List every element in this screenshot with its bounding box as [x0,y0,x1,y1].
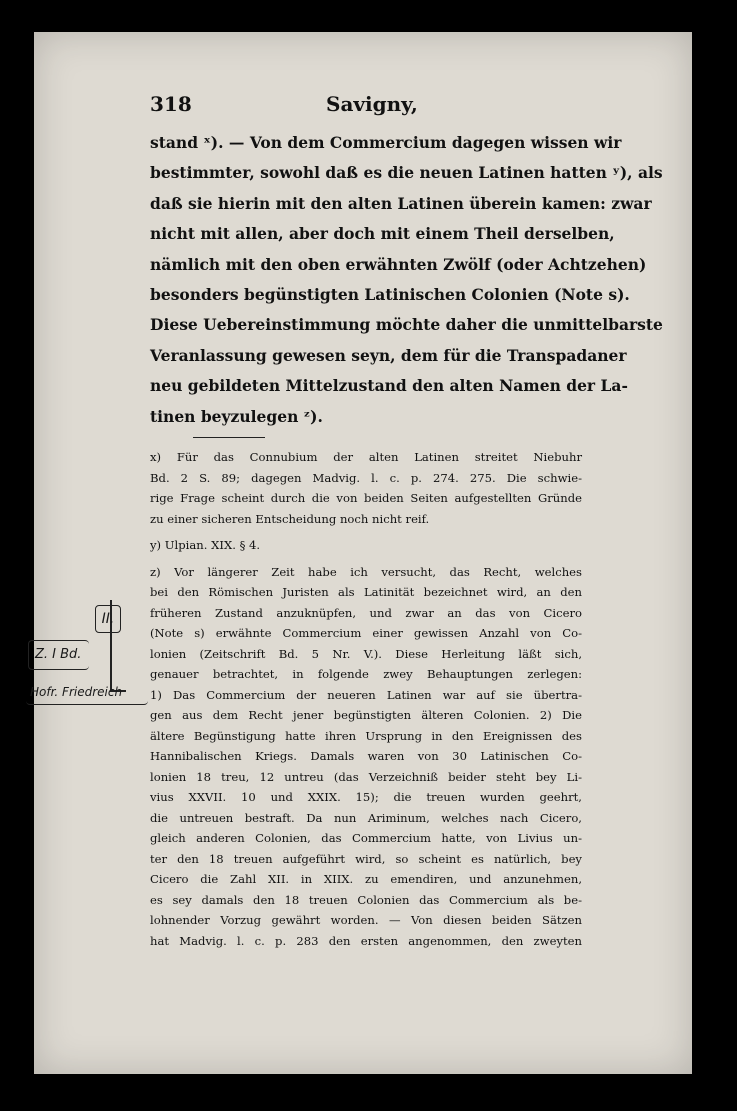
footnote-line: hat Madvig. l. c. p. 283 den ersten angenommen, den zweyten [150,933,582,948]
handwritten-note-bottom: Hofr. Friedreich [26,680,148,705]
footnote-line: Cicero die Zahl XII. in XIIX. zu emendiren, und anzunehmen, [150,872,582,886]
footnote-line: lonien 18 treu, 12 untreu (das Verzeichniß beider steht bey Li- [150,769,582,784]
footnote-line: 1) Das Commercium der neueren Latinen war auf sie übertra- [150,687,582,702]
text-line: besonders begünstigten Latinischen Colonien (Note s). [150,285,630,305]
footnote-line: die untreuen bestraft. Da nun Ariminum, welches nach Cicero, [150,810,582,825]
handwritten-note-left: Z. I Bd. [28,640,89,670]
footnote-y [150,535,582,556]
footnote-line: gen aus dem Recht jener begünstigten älteren Colonien. 2) Die [150,708,582,722]
main-paragraph [150,128,663,432]
footnote-z [150,562,582,952]
footnote-line: Hannibalischen Kriegs. Damals waren von 30 Latinischen Co- [150,749,582,763]
footnote-x [150,447,582,529]
text-line: Diese Uebereinstimmung möchte daher die unmittelbarste [150,315,663,335]
footnote-line: bei den Römischen Juristen als Latinität bezeichnet wird, an den [150,585,582,599]
footnote-line: genauer betrachtet, in folgende zwey Behauptungen zerlegen: [150,667,582,681]
footnote-line: Bd. 2 S. 89; dagegen Madvig. l. c. p. 274. 275. Die schwie- [150,470,582,485]
text-line: neu gebildeten Mittelzustand den alten Namen der La- [150,376,628,396]
text-line: nicht mit allen, aber doch mit einem Theil derselben, [150,224,615,244]
footnote-line: y) Ulpian. XIX. § 4. [150,538,261,552]
text-line: nämlich mit den oben erwähnten Zwölf (oder Achtzehen) [150,254,647,274]
text-line: tinen beyzulegen ᶻ). [150,406,323,426]
text-line: stand ˣ). — Von dem Commercium dagegen wissen wir [150,133,622,152]
page-header [150,92,480,120]
footnote-line: (Note s) erwähnte Commercium einer gewissen Anzahl von Co- [150,626,582,640]
running-title: Savigny, [326,92,418,116]
text-line: bestimmter, sowohl daß es die neuen Latinen hatten ʸ), als [150,163,663,183]
handwritten-note-roman: II. [95,605,121,633]
footnote-divider [193,437,265,438]
footnote-line: es sey damals den 18 treuen Colonien das Commercium als be- [150,892,582,907]
page-number: 318 [150,92,192,116]
footnote-line: rige Frage scheint durch die von beiden Seiten aufgestellten Gründe [150,491,582,505]
text-line: Veranlassung gewesen seyn, dem für die Transpadaner [150,345,627,365]
footnote-line: zu einer sicheren Entscheidung noch nicht reif. [150,511,430,526]
text-line: daß sie hierin mit den alten Latinen überein kamen: zwar [150,193,652,213]
footnote-line: vius XXVII. 10 und XXIX. 15); die treuen wurden geehrt, [150,790,582,804]
footnote-line: gleich anderen Colonien, das Commercium hatte, von Livius un- [150,831,582,845]
footnote-line: z) Vor längerer Zeit habe ich versucht, das Recht, welches [150,564,582,579]
footnote-line: x) Für das Connubium der alten Latinen streitet Niebuhr [150,450,582,464]
footnotes [150,447,582,951]
footnote-line: früheren Zustand anzuknüpfen, und zwar an das von Cicero [150,605,582,620]
footnote-line: lohnender Vorzug gewährt worden. — Von diesen beiden Sätzen [150,913,582,927]
footnote-line: lonien (Zeitschrift Bd. 5 Nr. V.). Diese Herleitung läßt sich, [150,646,582,661]
footnote-line: ter den 18 treuen aufgeführt wird, so scheint es natürlich, bey [150,851,582,866]
footnote-line: ältere Begünstigung hatte ihren Ursprung in den Ereignissen des [150,728,582,743]
